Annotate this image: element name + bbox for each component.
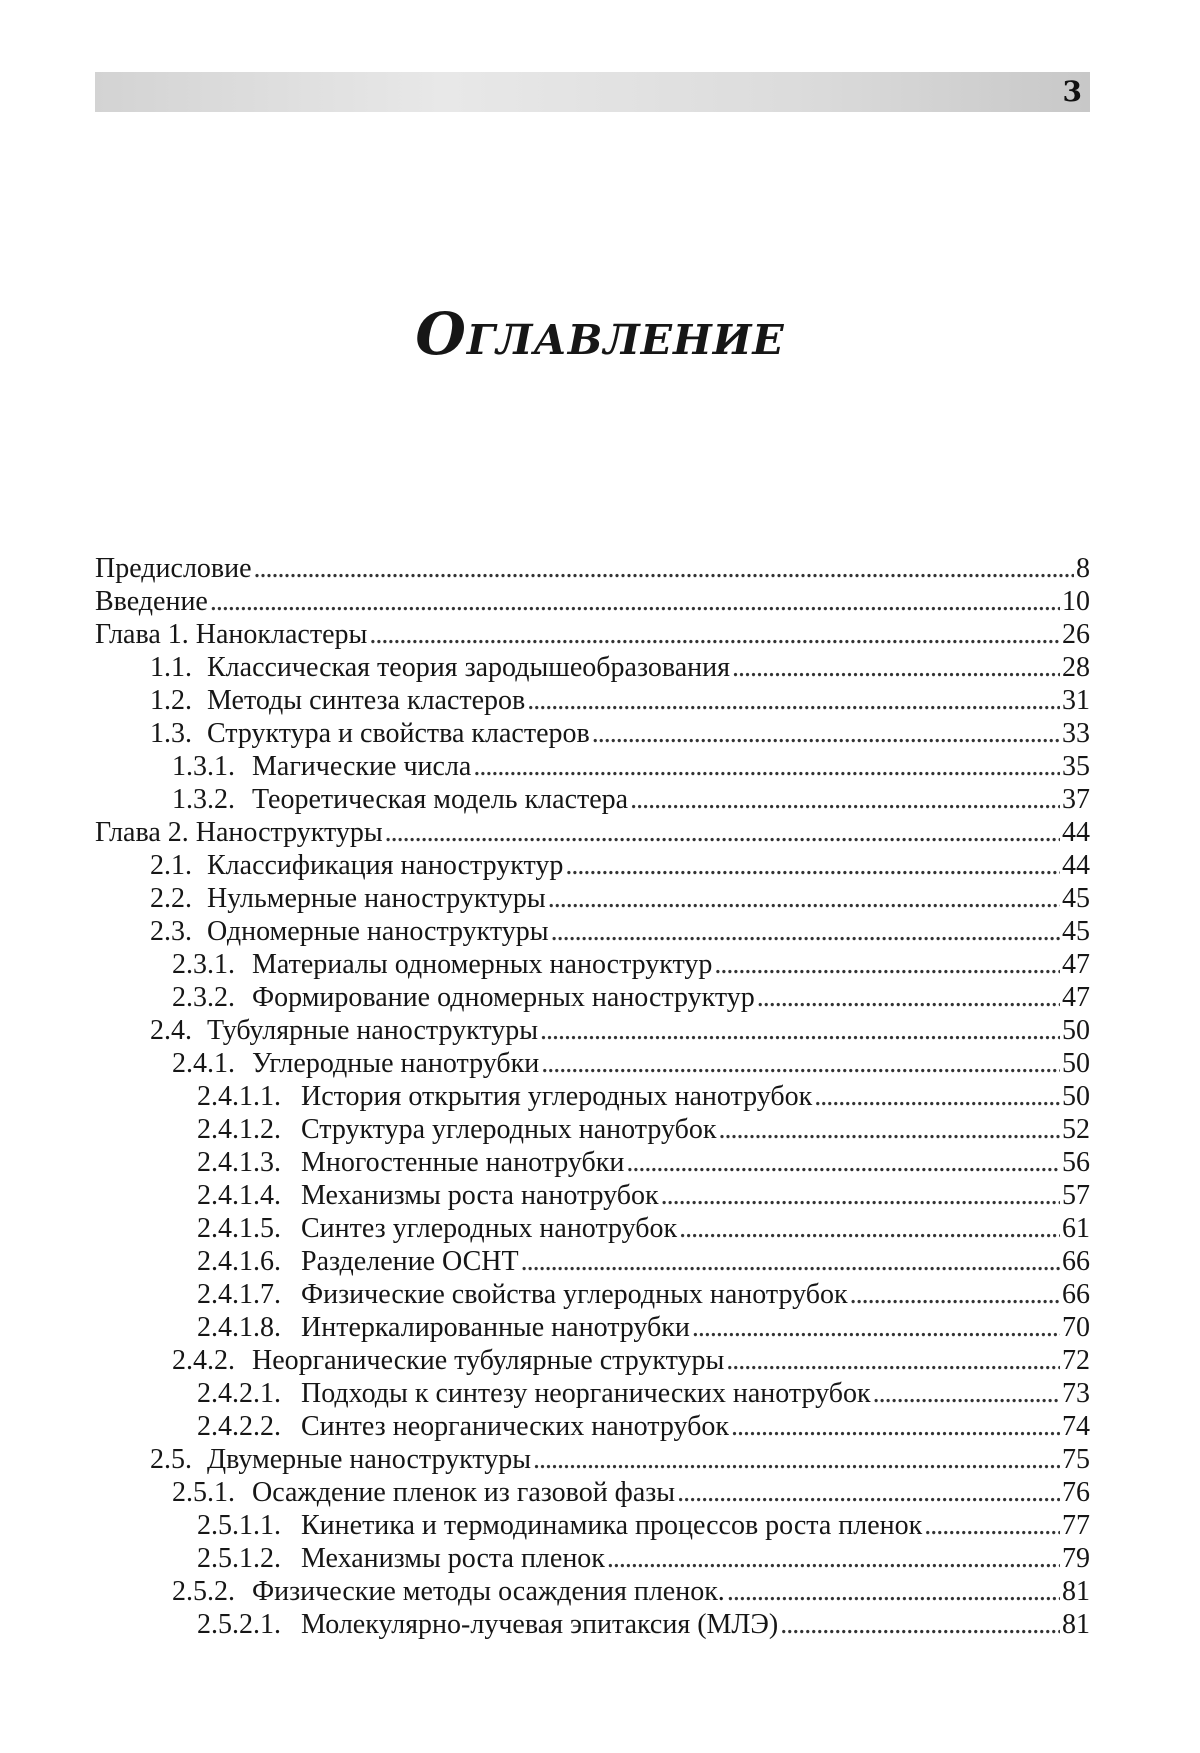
toc-entry-page: 50 (1062, 1015, 1090, 1046)
toc-entry-page: 44 (1062, 850, 1090, 881)
toc-entry-page: 70 (1062, 1312, 1090, 1343)
toc-entry-title: Структура углеродных нанотрубок (301, 1114, 717, 1145)
dot-leader (731, 1410, 1060, 1443)
toc-entry[interactable] (95, 948, 1090, 981)
running-header-bar (95, 72, 1090, 112)
toc-entry-number: 1.1. (150, 652, 192, 683)
toc-entry-number: 1.3. (150, 718, 192, 749)
toc-entry-page: 45 (1062, 916, 1090, 947)
toc-entry-page: 74 (1062, 1411, 1090, 1442)
toc-entry-page: 33 (1062, 718, 1090, 749)
toc-entry-number: 2.3. (150, 916, 192, 947)
toc-entry-page: 57 (1062, 1180, 1090, 1211)
dot-leader (533, 1443, 1060, 1476)
toc-entry-page: 8 (1076, 553, 1090, 584)
toc-entry-title: Механизмы роста пленок (301, 1543, 605, 1574)
toc-entry-number: 2.4.1.7. (197, 1279, 281, 1310)
toc-entry-page: 66 (1062, 1246, 1090, 1277)
toc-entry-title: Тубулярные наноструктуры (207, 1015, 539, 1046)
toc-entry[interactable] (95, 1179, 1090, 1212)
toc-entry-number: 2.5.1.2. (197, 1543, 281, 1574)
toc-entry-title: Нульмерные наноструктуры (207, 883, 546, 914)
toc-entry-title: Синтез углеродных нанотрубок (301, 1213, 678, 1244)
dot-leader (565, 849, 1060, 882)
toc-entry-page: 50 (1062, 1048, 1090, 1079)
dot-leader (541, 1047, 1060, 1080)
dot-leader (677, 1476, 1060, 1509)
toc-entry-title: Методы синтеза кластеров (207, 685, 526, 716)
toc-entry-title: Структура и свойства кластеров (207, 718, 590, 749)
toc-entry-number: 1.3.1. (172, 751, 235, 782)
toc-entry-number: 2.4.2.2. (197, 1411, 281, 1442)
toc-entry-number: 2.4.1.6. (197, 1246, 281, 1277)
dot-leader (873, 1377, 1060, 1410)
toc-entry-number: 2.3.1. (172, 949, 235, 980)
toc-entry-number: 2.2. (150, 883, 192, 914)
toc-entry-page: 50 (1062, 1081, 1090, 1112)
toc-entry-number: 2.4.1.2. (197, 1114, 281, 1145)
toc-entry[interactable] (95, 816, 1090, 849)
toc-entry[interactable] (95, 1509, 1090, 1542)
toc-entry[interactable] (95, 1542, 1090, 1575)
toc-entry-number: 2.5.2.1. (197, 1609, 281, 1640)
dot-leader (385, 816, 1060, 849)
toc-entry[interactable] (95, 750, 1090, 783)
page-title: Оглавление (415, 299, 785, 368)
dot-leader (679, 1212, 1060, 1245)
toc-entry-page: 44 (1062, 817, 1090, 848)
toc-entry-title: Кинетика и термодинамика процессов роста пленок (301, 1510, 923, 1541)
toc-entry-number: 2.5.1. (172, 1477, 235, 1508)
page-number: 3 (1062, 75, 1082, 108)
dot-leader (630, 783, 1060, 816)
toc-entry-number: 2.5.1.1. (197, 1510, 281, 1541)
toc-entry-title: Разделение ОСНТ (301, 1246, 519, 1277)
toc-entry-title: Материалы одномерных наноструктур (252, 949, 713, 980)
toc-entry-title: Глава 1. Нанокластеры (95, 619, 368, 650)
toc-entry-number: 1.2. (150, 685, 192, 716)
toc-entry-page: 56 (1062, 1147, 1090, 1178)
toc-entry-title: Подходы к синтезу неорганических нанотрубок (301, 1378, 871, 1409)
toc-entry-page: 45 (1062, 883, 1090, 914)
toc-entry-page: 37 (1062, 784, 1090, 815)
toc-entry-page: 31 (1062, 685, 1090, 716)
toc-entry[interactable] (95, 1476, 1090, 1509)
toc-entry-page: 26 (1062, 619, 1090, 650)
toc-entry[interactable] (95, 651, 1090, 684)
toc-entry[interactable] (95, 1443, 1090, 1476)
toc-entry[interactable] (95, 1311, 1090, 1344)
toc-entry[interactable] (95, 1245, 1090, 1278)
toc-entry-page: 10 (1062, 586, 1090, 617)
toc-entry-number: 2.3.2. (172, 982, 235, 1013)
toc-entry[interactable] (95, 552, 1090, 585)
toc-entry-number: 2.4.1.4. (197, 1180, 281, 1211)
dot-leader (210, 585, 1060, 618)
dot-leader (661, 1179, 1060, 1212)
toc-entry-title: Двумерные наноструктуры (207, 1444, 532, 1475)
toc-entry-title: Классификация наноструктур (207, 850, 564, 881)
toc-entry-page: 66 (1062, 1279, 1090, 1310)
toc-entry[interactable] (95, 981, 1090, 1014)
toc-entry[interactable] (95, 1146, 1090, 1179)
toc-entry-number: 2.4.1.1. (197, 1081, 281, 1112)
toc-entry-page: 75 (1062, 1444, 1090, 1475)
toc-entry-title: Магические числа (252, 751, 472, 782)
toc-entry-page: 35 (1062, 751, 1090, 782)
toc-entry-page: 52 (1062, 1114, 1090, 1145)
toc-entry-number: 2.4.1.5. (197, 1213, 281, 1244)
toc-entry[interactable] (95, 1278, 1090, 1311)
toc-entry-number: 2.4.2. (172, 1345, 235, 1376)
toc-entry-number: 2.5.2. (172, 1576, 235, 1607)
toc-entry-number: 1.3.2. (172, 784, 235, 815)
toc-entry-number: 2.4.1.3. (197, 1147, 281, 1178)
toc-entry[interactable] (95, 1212, 1090, 1245)
toc-entry[interactable] (95, 618, 1090, 651)
toc-entry-title: Интеркалированные нанотрубки (301, 1312, 690, 1343)
toc-entry-title: Физические свойства углеродных нанотрубок (301, 1279, 848, 1310)
dot-leader (540, 1014, 1060, 1047)
toc-entry[interactable] (95, 1014, 1090, 1047)
toc-entry-page: 61 (1062, 1213, 1090, 1244)
toc-entry-number: 2.1. (150, 850, 192, 881)
toc-entry-number: 2.4.1. (172, 1048, 235, 1079)
toc-entry-title: Одномерные наноструктуры (207, 916, 549, 947)
toc-entry-page: 76 (1062, 1477, 1090, 1508)
dot-leader (254, 552, 1074, 585)
toc-entry[interactable] (95, 882, 1090, 915)
dot-leader (527, 684, 1060, 717)
toc-entry-title: Глава 2. Наноструктуры (95, 817, 383, 848)
toc-entry[interactable] (95, 1377, 1090, 1410)
toc-entry-title: Теоретическая модель кластера (252, 784, 629, 815)
toc-entry[interactable] (95, 717, 1090, 750)
toc-entry-title: Синтез неорганических нанотрубок (301, 1411, 729, 1442)
dot-leader (732, 651, 1060, 684)
toc-entry[interactable] (95, 1344, 1090, 1377)
toc-entry-title: Многостенные нанотрубки (301, 1147, 625, 1178)
table-of-contents (95, 552, 1090, 1641)
toc-entry-title: Молекулярно-лучевая эпитаксия (МЛЭ) (301, 1609, 779, 1640)
toc-entry-number: 2.4.2.1. (197, 1378, 281, 1409)
dot-leader (551, 915, 1060, 948)
toc-entry[interactable] (95, 1608, 1090, 1641)
dot-leader (850, 1278, 1060, 1311)
toc-entry[interactable] (95, 1080, 1090, 1113)
toc-entry-page: 81 (1062, 1576, 1090, 1607)
dot-leader (369, 618, 1060, 651)
toc-entry-page: 47 (1062, 982, 1090, 1013)
toc-entry[interactable] (95, 915, 1090, 948)
toc-entry-title: Осаждение пленок из газовой фазы (252, 1477, 676, 1508)
dot-leader (780, 1608, 1060, 1641)
toc-entry-page: 72 (1062, 1345, 1090, 1376)
dot-leader (714, 948, 1060, 981)
dot-leader (727, 1575, 1060, 1608)
toc-entry-title: Неорганические тубулярные структуры (252, 1345, 725, 1376)
toc-entry[interactable] (95, 585, 1090, 618)
toc-entry-page: 28 (1062, 652, 1090, 683)
dot-leader (607, 1542, 1060, 1575)
toc-entry-number: 2.4.1.8. (197, 1312, 281, 1343)
toc-entry-page: 47 (1062, 949, 1090, 980)
toc-entry[interactable] (95, 1113, 1090, 1146)
toc-entry[interactable] (95, 1047, 1090, 1080)
dot-leader (692, 1311, 1060, 1344)
dot-leader (626, 1146, 1060, 1179)
toc-entry-page: 79 (1062, 1543, 1090, 1574)
toc-entry-title: Физические методы осаждения пленок. (252, 1576, 725, 1607)
toc-entry-title: Механизмы роста нанотрубок (301, 1180, 659, 1211)
toc-entry-title: Предисловие (95, 553, 252, 584)
toc-entry-page: 77 (1062, 1510, 1090, 1541)
dot-leader (473, 750, 1060, 783)
toc-entry-page: 81 (1062, 1609, 1090, 1640)
toc-entry-title: Классическая теория зародышеобразования (207, 652, 730, 683)
toc-entry-page: 73 (1062, 1378, 1090, 1409)
dot-leader (924, 1509, 1060, 1542)
toc-entry[interactable] (95, 849, 1090, 882)
toc-entry-title: Введение (95, 586, 208, 617)
dot-leader (548, 882, 1060, 915)
dot-leader (718, 1113, 1060, 1146)
toc-entry-number: 2.4. (150, 1015, 192, 1046)
dot-leader (814, 1080, 1060, 1113)
toc-entry-title: История открытия углеродных нанотрубок (301, 1081, 813, 1112)
toc-entry-number: 2.5. (150, 1444, 192, 1475)
toc-entry-title: Формирование одномерных наноструктур (252, 982, 755, 1013)
dot-leader (757, 981, 1060, 1014)
dot-leader (521, 1245, 1060, 1278)
toc-entry[interactable] (95, 1410, 1090, 1443)
toc-entry[interactable] (95, 684, 1090, 717)
dot-leader (726, 1344, 1060, 1377)
toc-entry[interactable] (95, 1575, 1090, 1608)
dot-leader (592, 717, 1060, 750)
toc-entry[interactable] (95, 783, 1090, 816)
toc-entry-title: Углеродные нанотрубки (252, 1048, 540, 1079)
